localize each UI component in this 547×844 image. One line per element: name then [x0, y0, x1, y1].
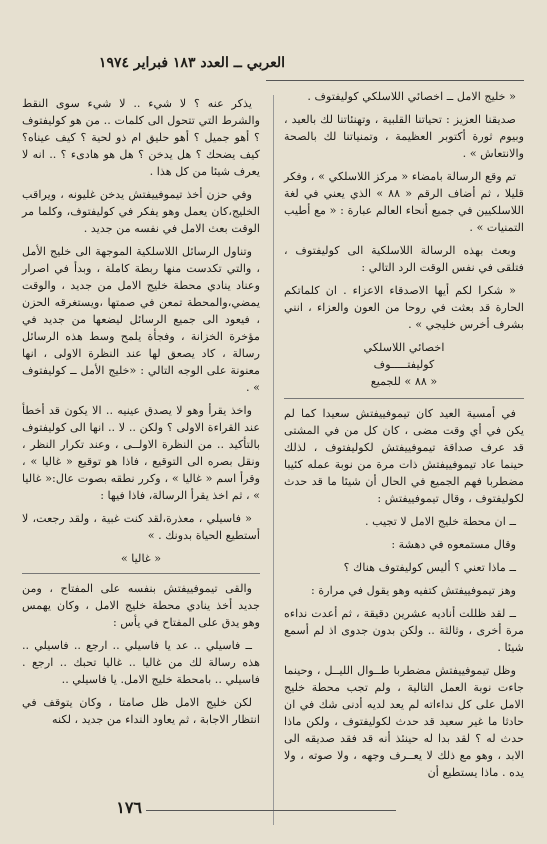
paragraph: واخذ يقرأ وهو لا يصدق عينيه .. الا يكون قد أخطأ عند القراءة الاولى ؟ ولكن .. لا .. انها الى كوليفتوف بالتأكيد .. من النظرة الاولــى ، وعند تكرار النظر ، ونقل بصره الى التوقيع ، فاذا هو توقيع « غاليا » ، وقرأ اسم « غاليا » ، وكرر نطقه بصوت عال:« غاليا » ، ثم اخذ يقرأ الرسالة، فاذا فيها :	[22, 404, 260, 502]
paragraph: وظل تيموفييفتش مضطربا طــوال الليــل ، وحينما جاءت نوبة العمل التالية ، ولم تجب محطة خليج الامل على كل نداءاته لم يعد لديه أدنى شك في ان حادثا ما غير سعيد قد حدث لكوليفتوف ، ولكن ماذا حدث له ؟ لقد بدا له حينئذ أنه قد فقد صديقه الى الابد ، وهو مع ذلك لا يعــرف وجهه ، ولا صوته ، ولا يده . ماذا يستطيع أن	[284, 664, 524, 779]
letter-quote: « فاسيلي ، معذرة،لقد كنت غبية ، ولقد رجعت، لا أستطيع الحياة بدونك . »	[22, 512, 260, 542]
right-column	[284, 88, 524, 787]
paragraph: ــ فاسيلي .. عد يا فاسيلي .. ارجع .. فاسيلي .. هذه رسالة لك من غاليا .. غاليا تحبك .. ارجع . فاسيلي .. بامحطة خليج الامل. يا فاسيلي ..	[22, 639, 260, 686]
signature-line: كوليفتـــــوف	[373, 358, 435, 371]
footer-rule	[146, 810, 396, 811]
paragraph: تم وقع الرسالة بامضاء « مركز اللاسلكي » ، وفكر قليلا ، ثم أضاف الرقم « ٨٨ » الذي يعني في لغة اللاسلكيين في جميع أنحاء العالم عبارة : « مع أطيب التمنيات » .	[284, 170, 524, 234]
section-separator	[22, 573, 260, 574]
letter-signature: « غاليا »	[120, 552, 162, 565]
paragraph: صديقنا العزيز : تحياتنا القلبية ، وتهنئاتنا لك بالعيد ، وبيوم ثورة أكتوبر العظيمة ، وتمنياتنا لك بالصحة والانتعاش » .	[284, 113, 524, 160]
page-number: ١٧٦	[116, 798, 142, 817]
left-column	[22, 95, 260, 734]
paragraph: وفي حزن أخذ تيموفييفتش يدخن غليونه ، ويراقب الخليج،كان يعمل وهو يفكر في كوليفتوف، وكلما مر الوقت بعث الامل في نفسه من جديد .	[22, 188, 260, 235]
paragraph: وقال مستمعوه في دهشة :	[391, 538, 516, 551]
paragraph: والقى تيموفييفتش بنفسه على المفتاح ، ومن جديد أخذ ينادي محطة خليج الامل ، وكان يهمس وهو يدق على المفتاح في يأس :	[22, 582, 260, 629]
signature-line: « ٨٨ » للجميع	[370, 375, 438, 388]
paragraph: لكن خليج الامل ظل صامتا ، وكان يتوقف في انتظار الاجابة ، ثم يعاود النداء من جديد ، لكنه	[22, 696, 260, 726]
paragraph: ــ لقد ظللت أناديه عشرين دقيقة ، ثم أعدت نداءه مرة أخرى ، وثالثة .. ولكن بدون جدوى اذ لم أسمع شيئا .	[284, 607, 524, 654]
column-divider	[273, 95, 274, 825]
paragraph: وتناول الرسائل اللاسلكية الموجهة الى خليج الأمل ، والتي تكدست منها ربطة كاملة ، وبدأ في اصرار وعناد ينادي محطة خليج الامل من جديد ، والوقت يمضي،والمحطة تمعن في صمتها ،ويستغرقه الحزن ، فيعود الى جميع الرسائل ليضعها من جديد في مؤخرة الخزانة ، وفجأة يلمح وسط هذه الرسائل رسالة ، كاد يصعق لها عند النظرة الاولى ، انها معنونة على الوجه التالي : «خليج الأمل ــ كوليفتوف » .	[22, 245, 260, 394]
paragraph: ــ ان محطة خليج الامل لا تجيب .	[365, 515, 516, 528]
paragraph: « خليج الامل ــ اخصائي اللاسلكي كوليفتوف .	[307, 90, 516, 103]
header-rule	[266, 80, 524, 81]
paragraph: ــ ماذا تعني ؟ أليس كوليفتوف هناك ؟	[343, 561, 516, 574]
paragraph: يذكر عنه ؟ لا شيء .. لا شيء سوى النقط والشرط التي تتحول الى كلمات .. من هو كوليفتوف ؟ أهو جميل ؟ أهو حليق ام ذو لحية ؟ كيف عيناه؟ كيف يضحك ؟ هل يدخن ؟ هل هو هادىء ؟ .. انه لا يعرف شيئا من كل هذا .	[22, 97, 260, 178]
paragraph: وهز تيموفييفتش كتفيه وهو يقول في مرارة :	[311, 584, 516, 597]
signature-block	[284, 339, 524, 390]
running-header: العربي ــ العدد ١٨٣ فبراير ١٩٧٤	[98, 55, 285, 71]
section-separator	[284, 398, 524, 399]
paragraph: وبعث بهذه الرسالة اللاسلكية الى كوليفتوف ، فتلقى في نفس الوقت الرد التالي :	[284, 244, 524, 274]
signature-line: اخصائي اللاسلكي	[363, 341, 445, 354]
paragraph: في أمسية العيد كان تيموفييفتش سعيدا كما لم يكن في أي وقت مضى ، كان كل من في المشتى قد عرف صداقة تيموفييفتش لكوليفتوف ، لذلك حينما عاد تيموفييفتش ذات مرة من نوبة عمله كئيبا مضطربا فهم الجميع في الحال أن شيئا ما قد حدث لكوليفتوف ، وقال تيموفييفتش :	[284, 407, 524, 505]
paragraph: « شكرا لكم أيها الاصدقاء الاعزاء . ان كلماتكم الحارة قد بعثت في روحا من العون والعزاء ، انني بشرف أخرس خليجي » .	[284, 284, 524, 331]
